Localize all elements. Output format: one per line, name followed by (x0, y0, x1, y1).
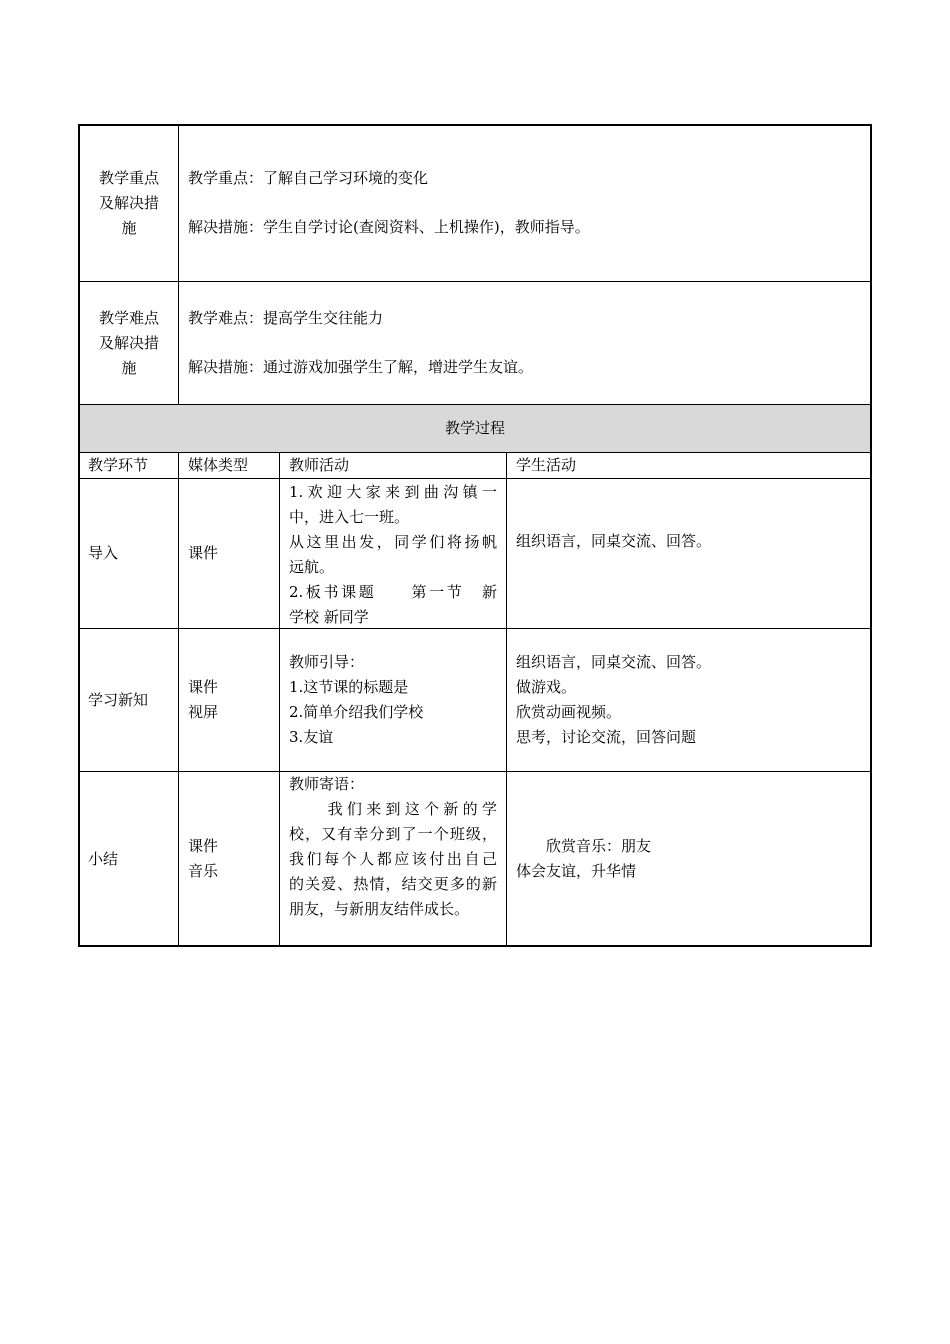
focus-label (80, 166, 178, 241)
difficulty-label (80, 306, 178, 381)
student-line: 欣赏音乐：朋友 (516, 837, 652, 855)
student-line: 体会友谊，升华情 (516, 862, 637, 880)
difficulty-label-line: 教学难点 (98, 309, 159, 327)
media-line: 音乐 (188, 862, 219, 880)
teacher-line: 2.简单介绍我们学校 (289, 703, 424, 721)
teacher-line: 3.友谊 (289, 728, 334, 746)
row-1-media: 课件 (188, 544, 219, 562)
rule-after-focus (79, 281, 871, 282)
difficulty-label-line: 施 (121, 359, 137, 377)
difficulty-point: 教学难点：提高学生交往能力 (188, 309, 384, 327)
student-line: 欣赏动画视频。 (516, 703, 622, 721)
media-line: 课件 (188, 837, 219, 855)
row-1-student: 组织语言，同桌交流、回答。 (516, 532, 712, 550)
teacher-line: 中，进入七一班。 (289, 508, 410, 526)
focus-label-line: 施 (121, 219, 137, 237)
row-2-stage: 学习新知 (88, 691, 149, 709)
row-3-teacher (289, 772, 497, 922)
focus-point: 教学重点：了解自己学习环境的变化 (188, 169, 429, 187)
row-3-stage: 小结 (88, 850, 119, 868)
student-line: 做游戏。 (516, 678, 577, 696)
teacher-line: 校，又有幸分到了一个班级， (289, 825, 497, 843)
teacher-line: 2.板书课题 第一节 新 (289, 583, 497, 601)
focus-measure: 解决措施：学生自学讨论(查阅资料、上机操作)，教师指导。 (188, 218, 590, 236)
student-line: 思考，讨论交流，回答问题 (516, 728, 697, 746)
row-1-teacher (289, 480, 497, 630)
focus-label-line: 教学重点 (98, 169, 159, 187)
row-3-media (188, 834, 218, 884)
header-student: 学生活动 (516, 456, 577, 474)
rule-after-headers (79, 478, 871, 479)
difficulty-measure: 解决措施：通过游戏加强学生了解，增进学生友谊。 (188, 358, 534, 376)
header-teacher: 教师活动 (289, 456, 350, 474)
teacher-line: 我们每个人都应该付出自己 (289, 850, 497, 868)
teacher-line: 教师寄语： (289, 775, 365, 793)
difficulty-label-line: 及解决措 (98, 334, 159, 352)
column-rule-3 (506, 452, 507, 946)
row-2-teacher (289, 650, 423, 750)
row-2-media (188, 675, 218, 725)
teacher-line: 教师引导： (289, 653, 365, 671)
media-line: 视屏 (188, 703, 219, 721)
header-media: 媒体类型 (188, 456, 249, 474)
teacher-line: 我们来到这个新的学 (289, 800, 497, 818)
teacher-line: 的关爱、热情，结交更多的新 (289, 875, 497, 893)
student-line: 组织语言，同桌交流、回答。 (516, 653, 712, 671)
teacher-line: 远航。 (289, 558, 335, 576)
row-2-student (516, 650, 711, 750)
media-line: 课件 (188, 678, 219, 696)
teacher-line: 1.这节课的标题是 (289, 678, 409, 696)
row-1-stage: 导入 (88, 544, 119, 562)
label-column-rule (178, 125, 179, 405)
rule-after-difficulty (79, 404, 871, 405)
column-rule-2 (279, 452, 280, 946)
process-title: 教学过程 (444, 419, 505, 437)
teacher-line: 1.欢迎大家来到曲沟镇一 (289, 483, 497, 501)
header-stage: 教学环节 (88, 456, 149, 474)
teacher-line: 朋友，与新朋友结伴成长。 (289, 900, 470, 918)
column-rule-1 (178, 452, 179, 946)
row-3-student (516, 834, 651, 884)
teacher-line: 从这里出发，同学们将扬帆 (289, 533, 497, 551)
focus-label-line: 及解决措 (98, 194, 159, 212)
teacher-line: 学校 新同学 (289, 608, 369, 626)
